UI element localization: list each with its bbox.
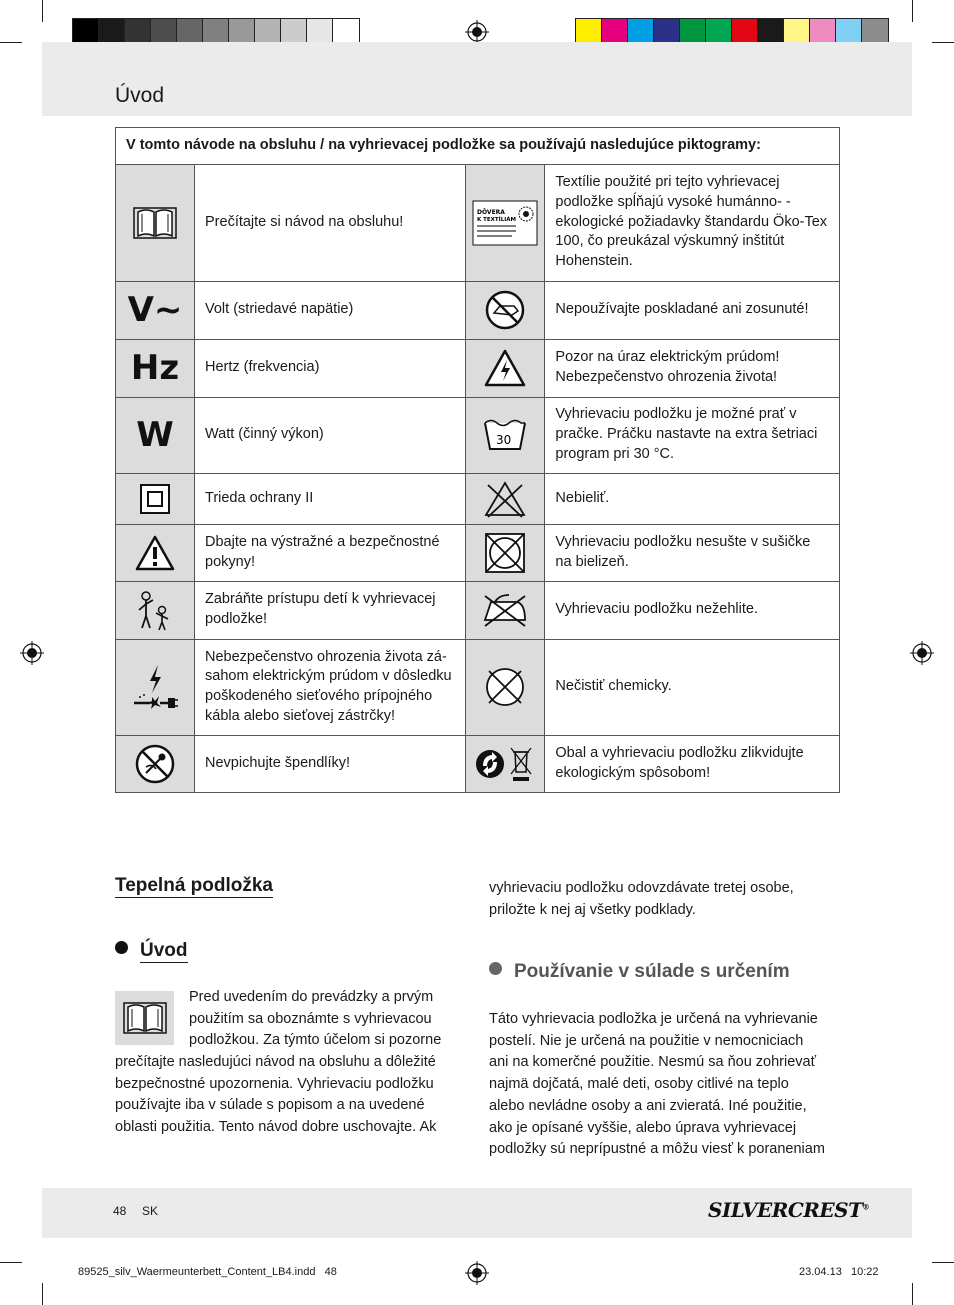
table-cell-text: Nevpichujte špendlíky! <box>195 735 466 792</box>
read-manual-icon <box>115 991 174 1045</box>
table-row <box>116 735 840 792</box>
page-number: 48 <box>113 1204 127 1218</box>
paragraph-line: bezpečnostné upozornenia. Vyhrievaciu podložku <box>115 1075 434 1092</box>
hertz-icon <box>116 339 195 397</box>
paragraph-line: Pred uvedením do prevádzky a prvým <box>189 989 434 1005</box>
table-header: V tomto návode na obsluhu / na vyhrievacej podložke sa používajú nasledujúce piktogramy: <box>116 128 840 165</box>
continuation-paragraph <box>489 878 794 921</box>
table-cell-text: Textílie použité pri tejto vyhrievacej podložke spĺňajú vysoké humánno- -ekologické požiadavky štandardu Öko-Tex 100, čo preukázal výskumný inštitút Hohenstein. <box>545 164 840 281</box>
volt-icon <box>116 281 195 339</box>
intended-use-paragraph <box>489 1009 825 1161</box>
volt-symbol: V~ <box>127 289 183 330</box>
table-cell-text: Nebieliť. <box>545 473 840 524</box>
brand-logo: SILVERCREST® <box>708 1198 869 1222</box>
watt-icon <box>116 397 195 473</box>
table-header-row <box>116 128 840 165</box>
table-cell-text: Pozor na úraz elektrickým prúdom! Nebezpečenstvo ohrozenia života! <box>545 339 840 397</box>
registration-mark-icon <box>465 1261 489 1285</box>
table-cell-text: Volt (striedavé napätie) <box>195 281 466 339</box>
table-cell-text: Watt (činný výkon) <box>195 397 466 473</box>
protection-class-ii-icon <box>116 473 195 524</box>
watt-symbol: W <box>136 414 174 455</box>
pictogram-table <box>115 127 840 793</box>
no-folding-icon <box>466 281 545 339</box>
read-manual-icon <box>116 164 195 281</box>
table-row <box>116 581 840 639</box>
table-cell-text: Nepoužívajte poskladané ani zosunuté! <box>545 281 840 339</box>
do-not-tumble-dry-icon <box>466 524 545 581</box>
paragraph-line: najmä dojčatá, malé deti, osoby citlivé na teplo <box>489 1076 789 1093</box>
intro-paragraph-cont <box>115 1052 436 1139</box>
table-cell-text: Nečistiť chemicky. <box>545 639 840 735</box>
date-slug: 23.04.13 10:22 <box>799 1266 879 1278</box>
table-row <box>116 397 840 473</box>
crop-mark <box>912 0 913 22</box>
warning-icon <box>116 524 195 581</box>
table-cell-text: Hertz (frekvencia) <box>195 339 466 397</box>
paragraph-line: použitím sa oboznámte s vyhrievacou <box>189 1010 432 1027</box>
table-cell-text: Nebezpečenstvo ohrozenia života zá- sahom elektrickým prúdom v dôsledku poškodeného sieťového prípojného kábla alebo sieťovej zástrčky! <box>195 639 466 735</box>
do-not-dry-clean-icon <box>466 639 545 735</box>
hertz-symbol: Hz <box>130 347 180 388</box>
do-not-iron-icon <box>466 581 545 639</box>
file-slug: 89525_silv_Waermeunterbett_Content_LB4.indd 48 <box>78 1266 337 1278</box>
no-pins-icon <box>116 735 195 792</box>
bullet-icon <box>115 941 128 954</box>
registration-mark-icon <box>910 641 934 665</box>
table-row <box>116 281 840 339</box>
crop-mark <box>42 1283 43 1305</box>
paragraph-line: ani na komerčné použitie. Nesmú sa ňou zohrievať <box>489 1054 817 1071</box>
table-row <box>116 524 840 581</box>
registration-mark-icon <box>20 641 44 665</box>
table-cell-text: Zabráňte prístupu detí k vyhrievacej podložke! <box>195 581 466 639</box>
electric-shock-warning-icon <box>466 339 545 397</box>
wash-30-icon <box>466 397 545 473</box>
page-title: Úvod <box>115 84 165 107</box>
crop-mark <box>932 42 954 43</box>
damaged-cable-hazard-icon <box>116 639 195 735</box>
table-row <box>116 164 840 281</box>
table-cell-text: Dbajte na výstražné a bezpečnostné pokyny! <box>195 524 466 581</box>
heading-intended-use-text: Používanie v súlade s určením <box>514 961 790 982</box>
header-band <box>42 42 912 116</box>
table-cell-text: Trieda ochrany II <box>195 473 466 524</box>
recycling-disposal-icon <box>466 735 545 792</box>
paragraph-line: alebo nevládne osoby a ani zvieratá. Iné použitie, <box>489 1097 807 1114</box>
heading-intro-text: Úvod <box>140 940 188 961</box>
paragraph-line: používajte iba v súlade s popisom a na uvedené <box>115 1097 425 1114</box>
paragraph-line: podložkou. Za týmto účelom si pozorne <box>189 1032 442 1049</box>
registration-mark-icon <box>465 20 489 44</box>
heading-intended-use <box>489 961 790 983</box>
table-row <box>116 339 840 397</box>
heading-heating-pad-text: Tepelná podložka <box>115 875 274 896</box>
paragraph-line: oblasti použitia. Tento návod dobre uschovajte. Ak <box>115 1119 437 1136</box>
table-cell-text: Vyhrievaciu podložku je možné prať v pračke. Práčku nastavte na extra šetriaci program pri 30 °C. <box>545 397 840 473</box>
oeko-tex-line2: K TEXTÍLIÁM <box>477 216 517 223</box>
intro-paragraph <box>189 987 441 1052</box>
crop-mark <box>42 0 43 22</box>
do-not-bleach-icon <box>466 473 545 524</box>
crop-mark <box>0 1262 22 1263</box>
heading-intro <box>115 940 188 962</box>
table-cell-text: Vyhrievaciu podložku nesušte v sušičke na bielizeň. <box>545 524 840 581</box>
table-cell-text: Obal a vyhrievaciu podložku zlikvidujte ekologickým spôsobom! <box>545 735 840 792</box>
table-cell-text: Vyhrievaciu podložku nežehlite. <box>545 581 840 639</box>
crop-mark <box>0 42 22 43</box>
crop-mark <box>932 1262 954 1263</box>
page-language: SK <box>142 1204 159 1218</box>
brand-name: SILVERCREST <box>708 1198 863 1222</box>
paragraph-line: priložte k nej aj všetky podklady. <box>489 901 696 918</box>
table-cell-text: Prečítajte si návod na obsluhu! <box>195 164 466 281</box>
heading-heating-pad <box>115 875 273 897</box>
paragraph-line: postelí. Nie je určená na použitie v nemocniciach <box>489 1032 804 1049</box>
crop-mark <box>912 1283 913 1305</box>
paragraph-line: vyhrievaciu podložku odovzdávate tretej osobe, <box>489 880 794 896</box>
table-row <box>116 473 840 524</box>
paragraph-line: Táto vyhrievacia podložka je určená na vyhrievanie <box>489 1011 818 1027</box>
paragraph-line: podložky sú neprípustné a môžu viesť k poraneniam <box>489 1141 825 1158</box>
oeko-tex-line1: DÔVERA <box>477 208 506 216</box>
keep-away-from-children-icon <box>116 581 195 639</box>
table-row <box>116 639 840 735</box>
wash-temperature: 30 <box>496 433 512 448</box>
bullet-icon <box>489 962 502 975</box>
paragraph-line: prečítajte nasledujúci návod na obsluhu a dôležité <box>115 1054 436 1070</box>
oeko-tex-label-icon <box>466 164 545 281</box>
paragraph-line: ako je opísané vyššie, alebo úprava vyhrievacej <box>489 1119 797 1136</box>
